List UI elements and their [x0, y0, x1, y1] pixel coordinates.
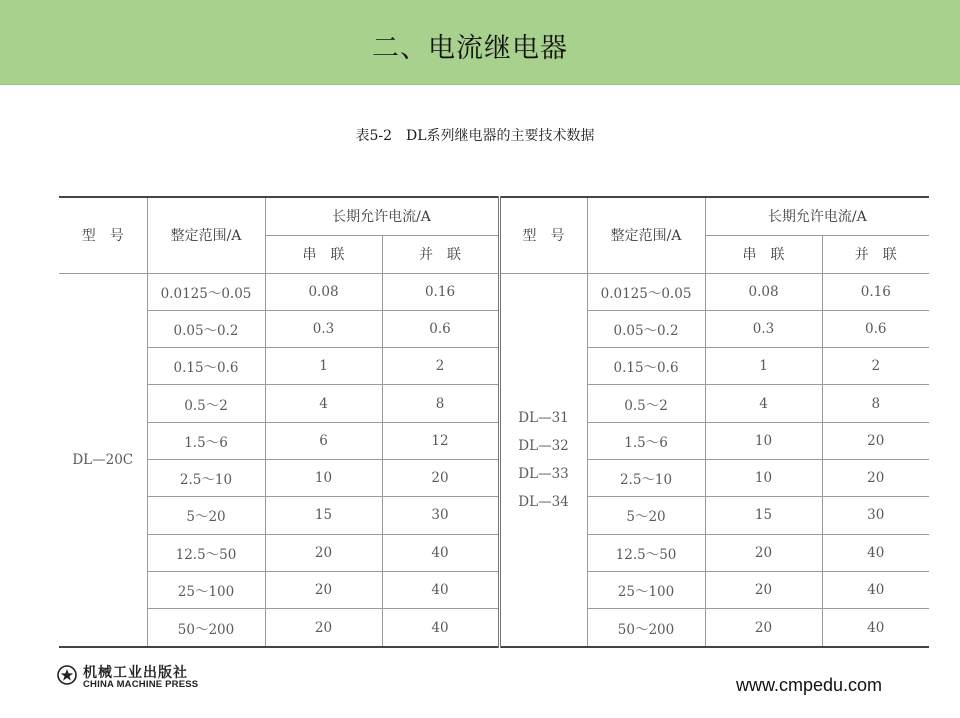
parallel-right: 20 — [822, 459, 929, 496]
series-left: 0.08 — [265, 273, 382, 310]
range-right: 1.5～6 — [587, 422, 705, 459]
header-setting-range-left: 整定范围/A — [147, 197, 265, 273]
publisher-star-logo-icon — [57, 665, 77, 685]
model-dl-31-34 — [499, 273, 587, 647]
table-row — [59, 497, 929, 534]
parallel-right: 40 — [822, 571, 929, 608]
parallel-left: 0.6 — [382, 310, 499, 347]
series-right: 20 — [705, 571, 822, 608]
model-dl-33: DL—33 — [518, 465, 569, 482]
model-dl-20c: DL—20C — [59, 273, 147, 647]
website-link[interactable]: www.cmpedu.com — [736, 675, 883, 695]
header-setting-range-right: 整定范围/A — [587, 197, 705, 273]
series-right: 20 — [705, 609, 822, 647]
series-left: 10 — [265, 459, 382, 496]
model-dl-34: DL—34 — [518, 493, 569, 510]
parallel-left: 0.16 — [382, 273, 499, 310]
series-left: 20 — [265, 609, 382, 647]
series-right: 10 — [705, 459, 822, 496]
model-dl-32: DL—32 — [518, 437, 569, 454]
header-series-left: 串 联 — [265, 235, 382, 273]
series-right: 10 — [705, 422, 822, 459]
table-row — [59, 571, 929, 608]
series-right: 20 — [705, 534, 822, 571]
series-right: 1 — [705, 348, 822, 385]
series-right: 15 — [705, 497, 822, 534]
header-series-right: 串 联 — [705, 235, 822, 273]
parallel-left: 2 — [382, 348, 499, 385]
table-row — [59, 273, 929, 310]
table-row — [59, 459, 929, 496]
model-dl-31: DL—31 — [518, 409, 569, 426]
header-parallel-right: 并 联 — [822, 235, 929, 273]
range-left: 25～100 — [147, 571, 265, 608]
publisher-name-cn: 机械工业出版社 — [83, 665, 188, 681]
range-left: 2.5～10 — [147, 459, 265, 496]
series-left: 4 — [265, 385, 382, 422]
series-left: 20 — [265, 571, 382, 608]
range-left: 0.15～0.6 — [147, 348, 265, 385]
range-left: 0.05～0.2 — [147, 310, 265, 347]
range-left: 12.5～50 — [147, 534, 265, 571]
series-left: 6 — [265, 422, 382, 459]
table-row — [59, 609, 929, 647]
table-caption: 表5-2 DL系列继电器的主要技术数据 — [355, 128, 595, 144]
series-left: 1 — [265, 348, 382, 385]
range-left: 0.5～2 — [147, 385, 265, 422]
parallel-right: 0.6 — [822, 310, 929, 347]
parallel-right: 8 — [822, 385, 929, 422]
range-right: 0.15～0.6 — [587, 348, 705, 385]
range-right: 50～200 — [587, 609, 705, 647]
relay-data-table — [59, 196, 929, 648]
parallel-left: 8 — [382, 385, 499, 422]
series-right: 0.08 — [705, 273, 822, 310]
header-model-left: 型 号 — [59, 197, 147, 273]
publisher-logo — [57, 662, 237, 692]
series-right: 4 — [705, 385, 822, 422]
range-right: 0.5～2 — [587, 385, 705, 422]
range-left: 50～200 — [147, 609, 265, 647]
series-right: 0.3 — [705, 310, 822, 347]
range-right: 25～100 — [587, 571, 705, 608]
parallel-left: 12 — [382, 422, 499, 459]
parallel-right: 2 — [822, 348, 929, 385]
parallel-left: 40 — [382, 534, 499, 571]
table-row — [59, 310, 929, 347]
range-right: 2.5～10 — [587, 459, 705, 496]
header-long-term-current-left: 长期允许电流/A — [265, 197, 499, 235]
parallel-left: 40 — [382, 571, 499, 608]
parallel-right: 0.16 — [822, 273, 929, 310]
parallel-right: 40 — [822, 609, 929, 647]
range-left: 1.5～6 — [147, 422, 265, 459]
range-right: 0.05～0.2 — [587, 310, 705, 347]
parallel-right: 20 — [822, 422, 929, 459]
parallel-right: 40 — [822, 534, 929, 571]
series-left: 20 — [265, 534, 382, 571]
table-row — [59, 422, 929, 459]
table-row — [59, 534, 929, 571]
range-left: 0.0125～0.05 — [147, 273, 265, 310]
header-model-right: 型 号 — [499, 197, 587, 273]
series-left: 15 — [265, 497, 382, 534]
relay-data-table-wrap — [59, 196, 929, 648]
header-long-term-current-right: 长期允许电流/A — [705, 197, 929, 235]
table-row — [59, 348, 929, 385]
range-left: 5～20 — [147, 497, 265, 534]
parallel-right: 30 — [822, 497, 929, 534]
range-right: 5～20 — [587, 497, 705, 534]
slide-title: 二、电流继电器 — [372, 33, 568, 64]
table-row — [59, 385, 929, 422]
parallel-left: 30 — [382, 497, 499, 534]
range-right: 0.0125～0.05 — [587, 273, 705, 310]
header-parallel-left: 并 联 — [382, 235, 499, 273]
range-right: 12.5～50 — [587, 534, 705, 571]
parallel-left: 20 — [382, 459, 499, 496]
parallel-left: 40 — [382, 609, 499, 647]
series-left: 0.3 — [265, 310, 382, 347]
publisher-name-en: CHINA MACHINE PRESS — [83, 679, 199, 690]
